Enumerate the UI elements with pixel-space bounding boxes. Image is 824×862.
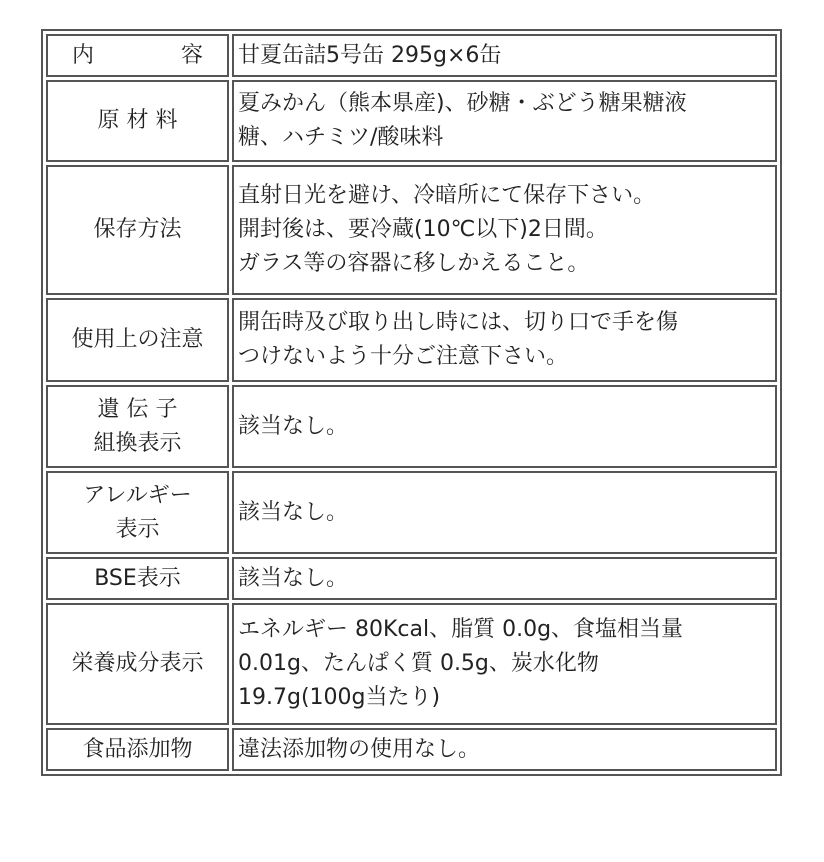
value-line: 直射日光を避け、冷暗所にて保存下さい。 xyxy=(238,183,656,208)
row-storage xyxy=(46,165,777,295)
row-nutrition xyxy=(46,603,777,725)
value-line: 夏みかん（熊本県産)、砂糖・ぶどう糖果糖液 xyxy=(238,91,687,116)
value-nutrition xyxy=(232,603,777,725)
value-line: 開缶時及び取り出し時には、切り口で手を傷 xyxy=(238,310,679,335)
label-text: アレルギー xyxy=(83,482,192,508)
value-allergy xyxy=(232,471,777,554)
value-storage xyxy=(232,165,777,295)
value-line: ガラス等の容器に移しかえること。 xyxy=(238,251,590,276)
label-bse xyxy=(46,557,229,600)
label-text: BSE表示 xyxy=(94,565,181,591)
row-usage-caution xyxy=(46,298,777,382)
row-gmo xyxy=(46,385,777,468)
value-line: 甘夏缶詰5号缶 295g×6缶 xyxy=(238,42,502,68)
label-text: 栄養成分表示 xyxy=(71,651,204,676)
label-text: 使用上の注意 xyxy=(71,327,204,352)
value-line: 該当なし。 xyxy=(238,499,349,525)
label-text: 内 xyxy=(72,42,95,68)
row-ingredients xyxy=(46,80,777,162)
value-line: 糖、ハチミツ/酸味料 xyxy=(238,125,444,150)
value-bse xyxy=(232,557,777,600)
value-gmo xyxy=(232,385,777,468)
label-text: 食品添加物 xyxy=(82,736,193,762)
label-additives xyxy=(46,728,229,771)
value-line: 開封後は、要冷蔵(10℃以下)2日間。 xyxy=(238,217,608,242)
value-line: 違法添加物の使用なし。 xyxy=(238,736,481,762)
row-additives xyxy=(46,728,777,771)
label-text: 保存方法 xyxy=(93,217,182,242)
label-nutrition xyxy=(46,603,229,725)
value-line: 0.01g、たんぱく質 0.5g、炭水化物 xyxy=(238,651,599,676)
label-ingredients xyxy=(46,80,229,162)
label-contents xyxy=(46,34,229,77)
value-line: 19.7g(100g当たり) xyxy=(238,685,441,710)
product-spec-table xyxy=(41,29,782,776)
label-text: 組換表示 xyxy=(93,430,182,456)
value-line: つけないよう十分ご注意下さい。 xyxy=(238,344,569,369)
value-line: 該当なし。 xyxy=(238,413,349,439)
row-contents xyxy=(46,34,777,77)
label-gmo xyxy=(46,385,229,468)
label-usage-caution xyxy=(46,298,229,382)
value-line: エネルギー 80Kcal、脂質 0.0g、食塩相当量 xyxy=(238,617,684,642)
value-additives xyxy=(232,728,777,771)
label-text: 遺 伝 子 xyxy=(97,396,178,422)
value-line: 該当なし。 xyxy=(238,565,349,591)
label-storage xyxy=(46,165,229,295)
row-bse xyxy=(46,557,777,600)
label-text: 表示 xyxy=(115,516,160,542)
row-allergy xyxy=(46,471,777,554)
value-contents xyxy=(232,34,777,77)
label-text: 原 材 料 xyxy=(97,108,178,133)
value-usage-caution xyxy=(232,298,777,382)
value-ingredients xyxy=(232,80,777,162)
label-text: 容 xyxy=(180,42,203,68)
label-allergy xyxy=(46,471,229,554)
